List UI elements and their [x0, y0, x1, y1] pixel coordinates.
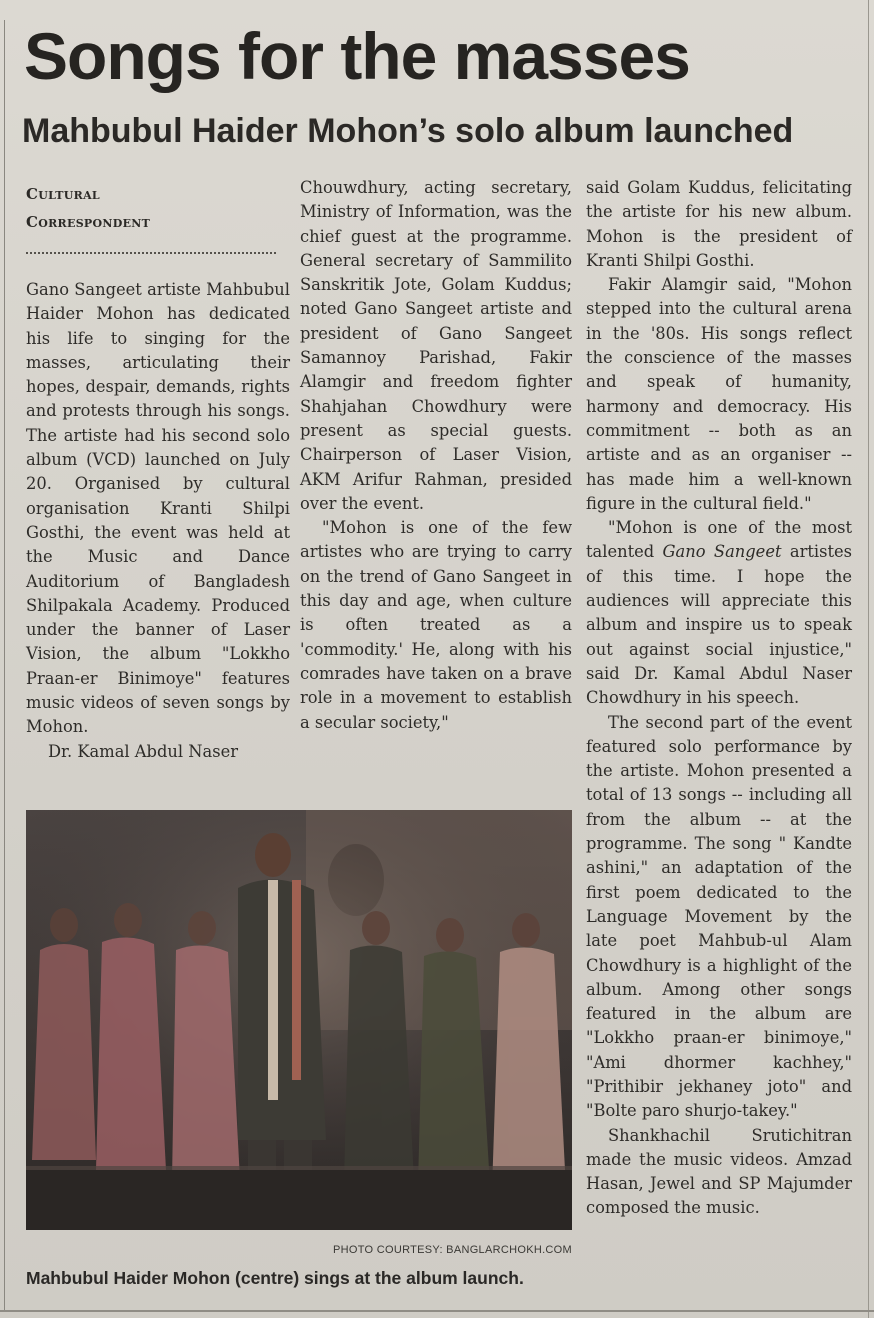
text-run: "Mohon is one of the most talented [586, 518, 852, 562]
photo-caption: Mahbubul Haider Mohon (centre) sings at the album launch. [26, 1268, 524, 1288]
paragraph: Dr. Kamal Abdul Naser [48, 741, 238, 761]
subheadline: Mahbubul Haider Mohon’s solo album launched [22, 112, 794, 150]
byline-line-1: Cultural [26, 185, 100, 203]
text-run: artistes of this time. I hope the audiences will appreciate this album and inspire us to speak out against social injustice," said Dr. Kamal Abdul Naser Chowdhury in his speech. [586, 542, 852, 708]
paragraph: said Golam Kuddus, felicitating the artiste for his new album. Mohon is the president of Kranti Shilpi Gosthi. [586, 178, 852, 270]
column-rule-left [4, 20, 5, 1310]
paragraph: The second part of the event featured solo performance by the artiste. Mohon presented a total of 13 songs -- including all from the album -- at the programme. The song " Kandte ashini," an adaptation of the first poem dedicated to the Language Movement by the late poet Mahbub-ul Alam Chowdhury is a highlight of the album. Among other songs featured in the album are "Lokkho praan-er binimoye," "Ami dhormer kachhey," "Prithibir jekhaney joto" and "Bolte paro shurjo-takey." [586, 712, 852, 1121]
paragraph: Fakir Alamgir said, "Mohon stepped into the cultural arena in the '80s. His songs reflect the conscience of the masses and speak of humanity, harmony and democracy. His commitment -- both as an artiste and as an organiser -- has made him a well-known figure in the cultural field." [586, 275, 852, 513]
stage-photo-illustration [26, 810, 572, 1230]
article-column-1 [26, 278, 290, 764]
paragraph: Shankhachil Srutichitran made the music videos. Amzad Hasan, Jewel and SP Majumder composed the music. [586, 1125, 852, 1218]
paragraph [586, 516, 852, 710]
column-rule-right [868, 0, 869, 1318]
byline-line-2: Correspondent [26, 213, 151, 231]
byline [26, 180, 276, 236]
paragraph: "Mohon is one of the few artistes who are trying to carry on the trend of Gano Sangeet in this day and age, when culture is often treated as a 'commodity.' He, along with his comrades have taken on a brave role in a movement to establish a secular society," [300, 518, 572, 732]
headline: Songs for the masses [24, 19, 690, 93]
stage-photo [26, 810, 572, 1230]
paragraph: Chouwdhury, acting secretary, Ministry of Information, was the chief guest at the programme. General secretary of Sammilito Sanskritik Jote, Golam Kuddus; noted Gano Sangeet artiste and president of Gano Sangeet Samannoy Parishad, Fakir Alamgir and freedom fighter Shahjahan Chowdhury were present as special guests. Chairperson of Laser Vision, AKM Arifur Rahman, presided over the event. [300, 178, 572, 513]
article-column-3 [586, 176, 852, 1221]
article-column-2 [300, 176, 572, 735]
byline-divider [26, 252, 276, 254]
paragraph: Gano Sangeet artiste Mahbubul Haider Mohon has dedicated his life to singing for the masses, articulating their hopes, despair, demands, rights and protests through his songs. The artiste had his second solo album (VCD) launched on July 20. Organised by cultural organisation Kranti Shilpi Gosthi, the event was held at the Music and Dance Auditorium of Bangladesh Shilpakala Academy. Produced under the banner of Laser Vision, the album "Lokkho Praan-er Binimoye" features music videos of seven songs by Mohon. [26, 280, 290, 737]
italic-term: Gano Sangeet [662, 542, 782, 562]
photo-credit: PHOTO COURTESY: BANGLARCHOKH.COM [332, 1244, 572, 1256]
bottom-rule [0, 1310, 874, 1312]
